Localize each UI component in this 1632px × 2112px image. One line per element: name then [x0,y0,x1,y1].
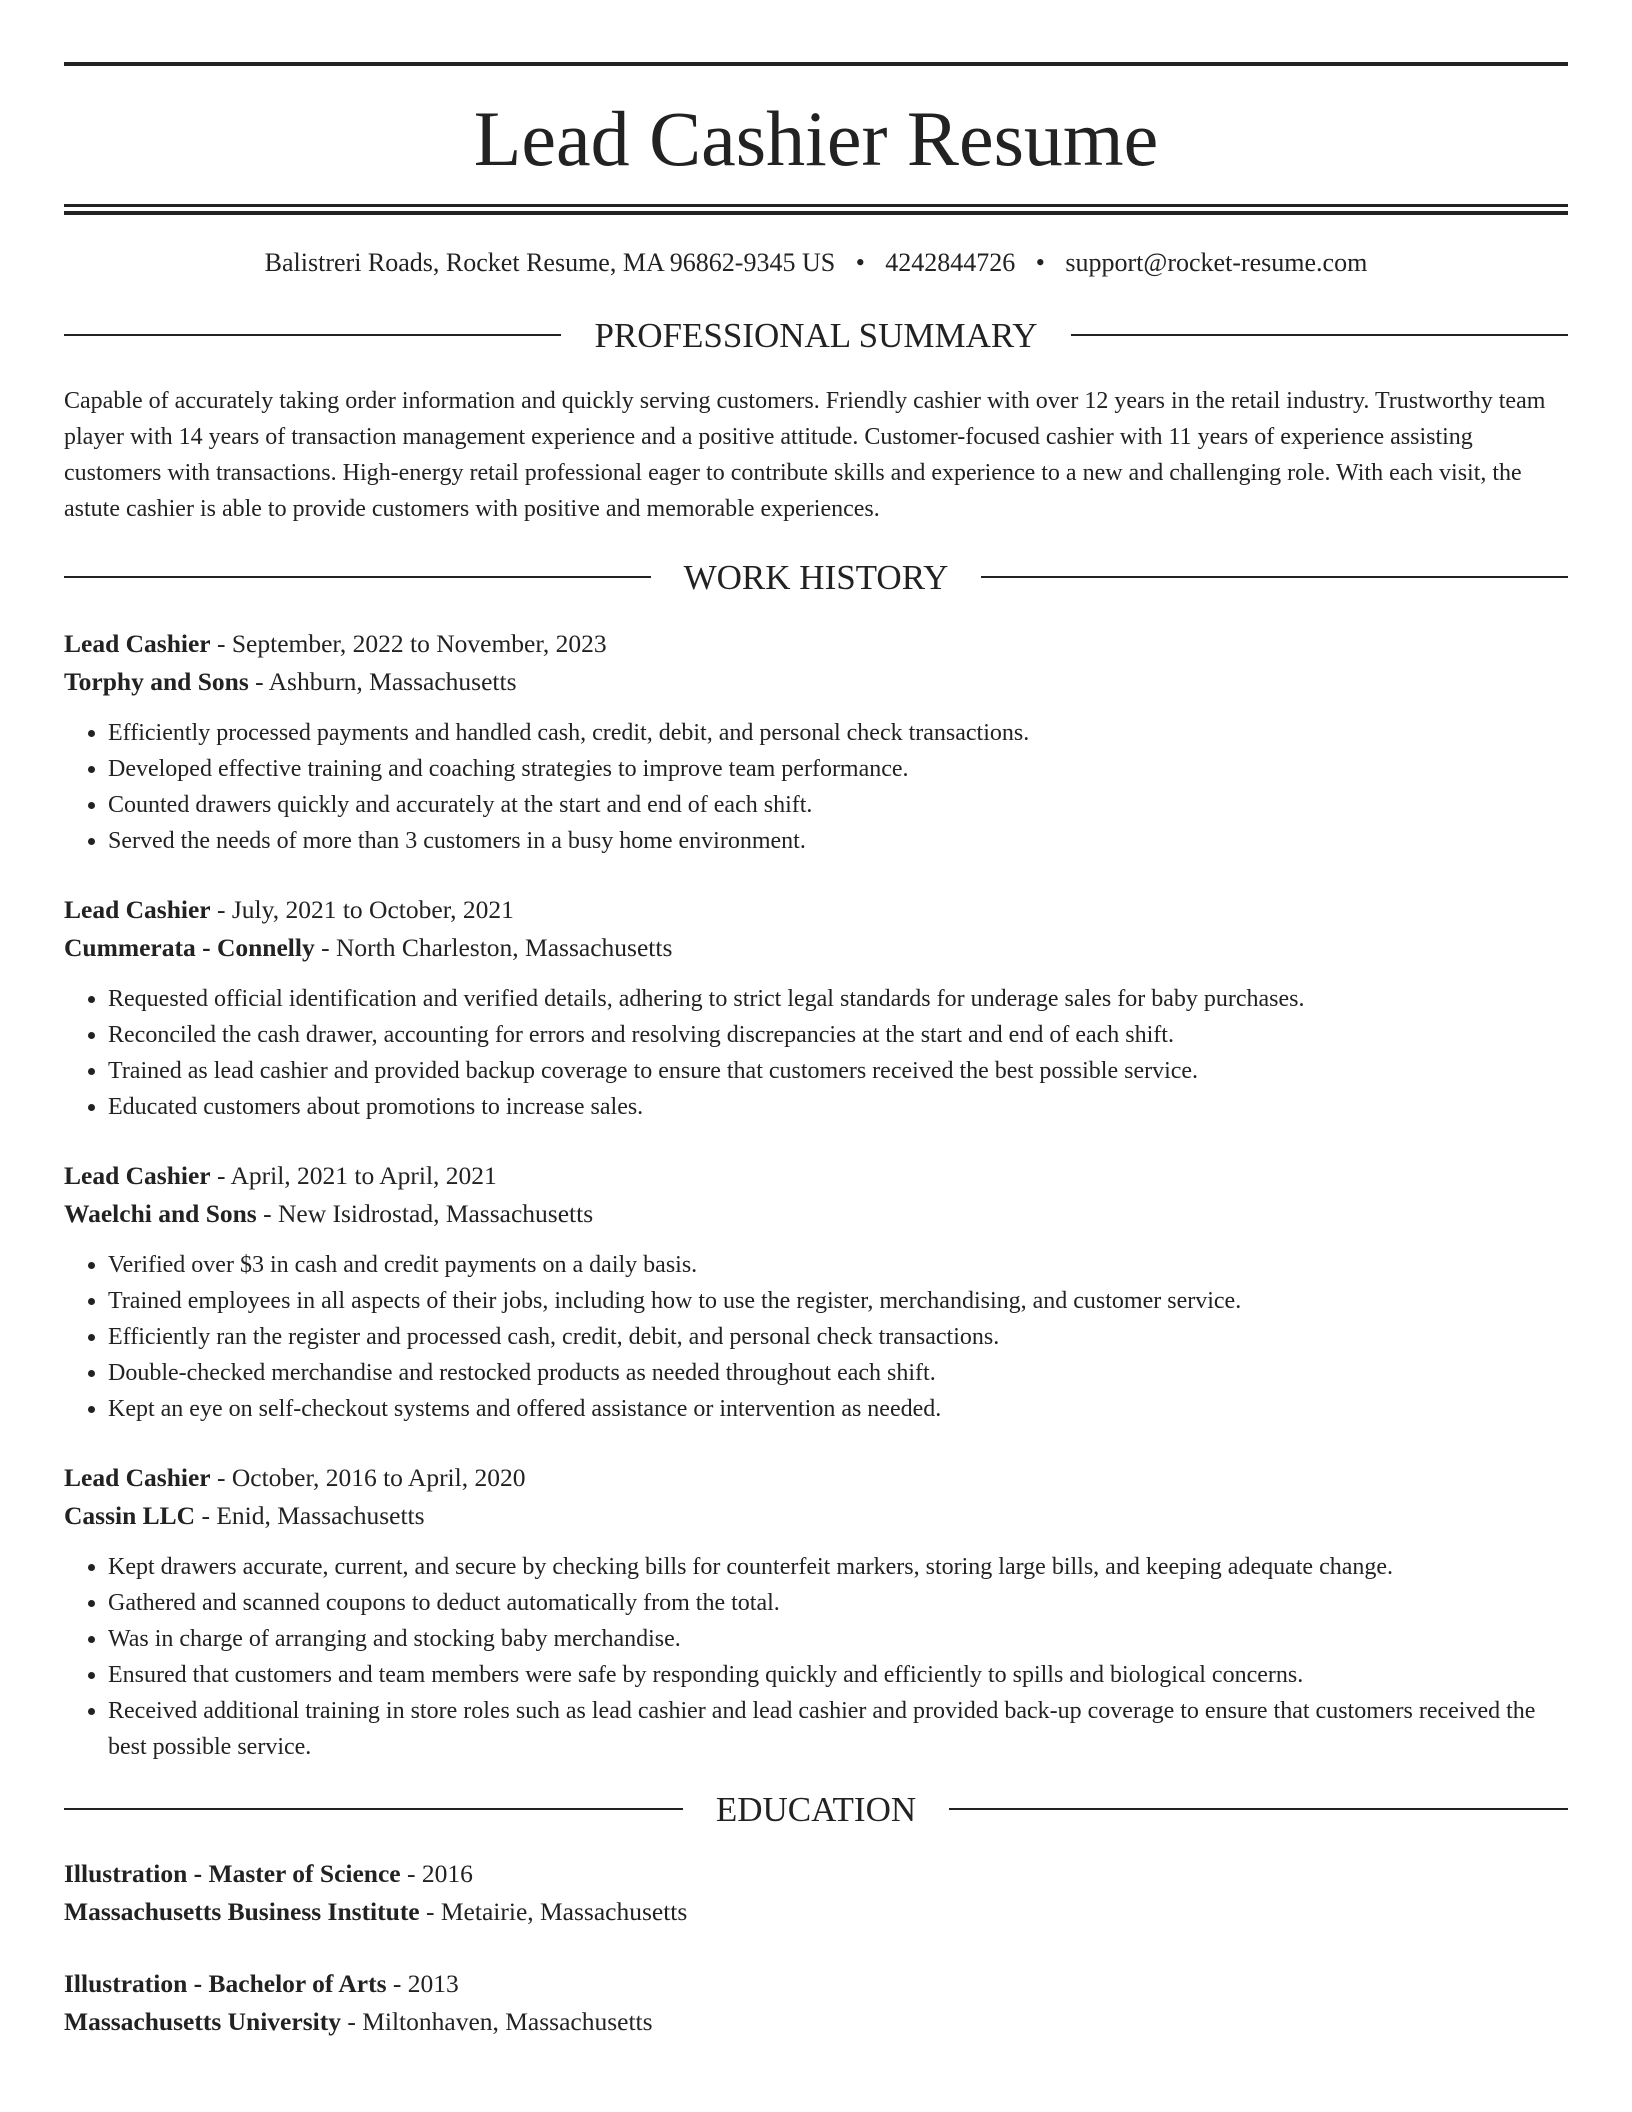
title-double-rule [64,204,1568,215]
job-company-line [64,1195,1568,1233]
summary-section-header [64,309,1568,361]
job-title: Lead Cashier [64,629,211,658]
education-entry [64,1855,1568,1931]
summary-text: Capable of accurately taking order information and quickly serving customers. Friendly cashier with over 12 years in the retail industry. Trustworthy team player with 14 years of transaction management experience and a positive attitude. Customer-focused cashier with 11 years of experience assisting customers with transactions. High-energy retail professional eager to contribute skills and experience to a new and challenging role. With each visit, the astute cashier is able to provide customers with positive and memorable experiences. [64,388,1546,522]
job-bullets [64,981,1568,1125]
education-heading: EDUCATION [715,1789,917,1829]
job-location: - North Charleston, Massachusetts [314,933,673,962]
education-location: - Metairie, Massachusetts [419,1897,688,1926]
summary-heading: PROFESSIONAL SUMMARY [594,315,1038,355]
education-school: Massachusetts Business Institute [64,1897,420,1926]
job-title-line [64,891,1568,929]
section-rule-left [64,334,561,336]
education-year: - 2013 [386,1969,459,1998]
contact-email: support@rocket-resume.com [1065,248,1368,277]
job-company: Cummerata - Connelly [64,933,315,962]
job-entry [64,891,1568,1125]
job-location: - Ashburn, Massachusetts [248,667,517,696]
job-bullet: • Developed effective training and coaching strategies to improve team performance. [108,751,1568,787]
job-bullet: • Gathered and scanned coupons to deduct automatically from the total. [108,1585,1568,1621]
job-title: Lead Cashier [64,895,211,924]
education-location: - Miltonhaven, Massachusetts [340,2007,653,2036]
section-rule-right [949,1808,1568,1810]
job-company-line [64,663,1568,701]
job-bullet: • Kept an eye on self-checkout systems and offered assistance or intervention as needed. [108,1391,1568,1427]
section-rule-right [981,576,1568,578]
job-entry [64,625,1568,859]
contact-separator: • [1035,248,1045,277]
job-dates: - April, 2021 to April, 2021 [210,1161,497,1190]
job-location: - New Isidrostad, Massachusetts [256,1199,594,1228]
contact-separator: • [855,248,865,277]
education-degree-line [64,1855,1568,1893]
job-entry [64,1459,1568,1765]
contact-phone: 4242844726 [885,248,1016,277]
education-school: Massachusetts University [64,2007,341,2036]
job-title-line [64,1459,1568,1497]
work-history-section-header [64,551,1568,603]
job-bullet: • Ensured that customers and team members were safe by responding quickly and efficiently to spills and biological concerns. [108,1657,1568,1693]
job-bullet: • Counted drawers quickly and accurately at the start and end of each shift. [108,787,1568,823]
job-bullet: • Was in charge of arranging and stocking baby merchandise. [108,1621,1568,1657]
job-bullet: • Double-checked merchandise and restocked products as needed throughout each shift. [108,1355,1568,1391]
job-company-line [64,1497,1568,1535]
education-school-line [64,1893,1568,1931]
job-company: Torphy and Sons [64,667,249,696]
section-rule-left [64,1808,683,1810]
education-entry [64,1965,1568,2041]
job-location: - Enid, Massachusetts [195,1501,425,1530]
job-dates: - October, 2016 to April, 2020 [210,1463,526,1492]
work-history-heading: WORK HISTORY [683,557,949,597]
job-bullet: • Efficiently ran the register and processed cash, credit, debit, and personal check transactions. [108,1319,1568,1355]
job-title: Lead Cashier [64,1463,211,1492]
job-company: Cassin LLC [64,1501,196,1530]
job-title: Lead Cashier [64,1161,211,1190]
job-company-line [64,929,1568,967]
job-bullet: • Requested official identification and verified details, adhering to strict legal standards for underage sales for baby purchases. [108,981,1568,1017]
contact-address: Balistreri Roads, Rocket Resume, MA 96862-9345 US [264,248,836,277]
job-bullet: • Verified over $3 in cash and credit payments on a daily basis. [108,1247,1568,1283]
top-rule [64,62,1568,66]
page-title: Lead Cashier Resume [473,95,1159,182]
job-bullets [64,715,1568,859]
education-degree: Illustration - Bachelor of Arts [64,1969,387,1998]
job-dates: - September, 2022 to November, 2023 [210,629,607,658]
education-section-header [64,1783,1568,1835]
job-company: Waelchi and Sons [64,1199,257,1228]
job-title-line [64,1157,1568,1195]
job-bullet: • Educated customers about promotions to increase sales. [108,1089,1568,1125]
job-title-line [64,625,1568,663]
job-bullets [64,1549,1568,1765]
education-degree: Illustration - Master of Science [64,1859,401,1888]
job-bullet: • Reconciled the cash drawer, accounting for errors and resolving discrepancies at the start and end of each shift. [108,1017,1568,1053]
job-bullet: • Received additional training in store roles such as lead cashier and lead cashier and provided back-up coverage to ensure that customers received the best possible service. [108,1693,1568,1765]
job-bullets [64,1247,1568,1427]
job-bullet: • Trained employees in all aspects of their jobs, including how to use the register, merchandising, and customer service. [108,1283,1568,1319]
education-year: - 2016 [400,1859,473,1888]
education-school-line [64,2003,1568,2041]
job-dates: - July, 2021 to October, 2021 [210,895,514,924]
job-bullet: • Trained as lead cashier and provided backup coverage to ensure that customers received the best possible service. [108,1053,1568,1089]
job-bullet: • Kept drawers accurate, current, and secure by checking bills for counterfeit markers, storing large bills, and keeping adequate change. [108,1549,1568,1585]
job-bullet: • Efficiently processed payments and handled cash, credit, debit, and personal check transactions. [108,715,1568,751]
section-rule-right [1071,334,1568,336]
contact-line [64,243,1568,283]
section-rule-left [64,576,651,578]
education-degree-line [64,1965,1568,2003]
job-bullet: • Served the needs of more than 3 customers in a busy home environment. [108,823,1568,859]
job-entry [64,1157,1568,1427]
